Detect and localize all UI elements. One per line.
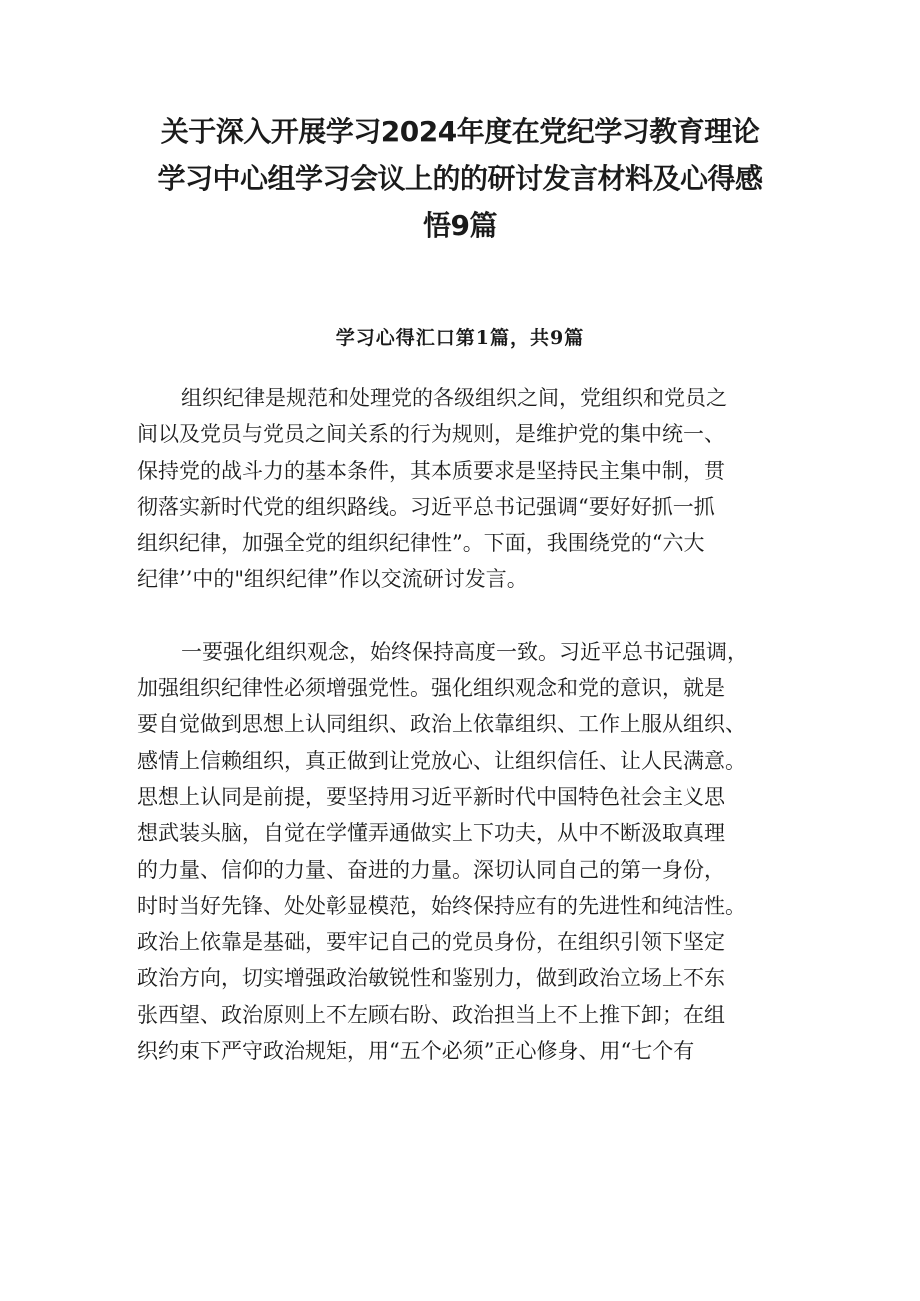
paragraph-line: 的力量、信仰的力量、奋进的力量。深切认同自己的第一身份，: [137, 857, 725, 882]
paragraph-line: 加强组织纪律性必须增强党性。强化组织观念和党的意识，就是: [137, 676, 725, 701]
paragraph-line: 纪律’’中的"组织纪律”作以交流研讨发言。: [137, 567, 528, 592]
document-subtitle: 学习心得汇口第1篇，共9篇: [335, 327, 585, 349]
title-line: 关于深入开展学习2024年度在党纪学习教育理论: [160, 115, 760, 148]
paragraph-line: 张西望、政治原则上不左顾右盼、政治担当上不上推下卸；在组: [137, 1002, 725, 1027]
paragraph-line: 要自觉做到思想上认同组织、政治上依靠组织、工作上服从组织、: [137, 712, 746, 737]
paragraph-line: 感情上信赖组织，真正做到让党放心、让组织信任、让人民满意。: [137, 748, 746, 773]
paragraph-line: 想武装头脑，自觉在学懂弄通做实上下功夫，从中不断汲取真理: [137, 821, 725, 846]
paragraph-line: 组织纪律是规范和处理党的各级组织之间，党组织和党员之: [181, 386, 727, 410]
paragraph-line: 彻落实新时代党的组织路线。习近平总书记强调“要好好抓一抓: [137, 494, 715, 519]
paragraph-line: 思想上认同是前提，要坚持用习近平新时代中国特色社会主义思: [137, 784, 725, 809]
title-line: 悟9篇: [423, 209, 497, 242]
paragraph-line: 政治上依靠是基础，要牢记自己的党员身份，在组织引领下坚定: [137, 930, 725, 955]
document-title: [120, 108, 800, 249]
paragraph-line: 时时当好先锋、处处彰显模范，始终保持应有的先进性和纯洁性。: [137, 893, 746, 918]
document-body: [137, 380, 807, 1069]
paragraph: [137, 634, 807, 1070]
paragraph-line: 间以及党员与党员之间关系的行为规则，是维护党的集中统一、: [137, 422, 725, 447]
paragraph-line: 政治方向，切实增强政治敏锐性和鉴别力，做到政治立场上不东: [137, 966, 725, 991]
paragraph-line: 一要强化组织观念，始终保持高度一致。习近平总书记强调，: [181, 639, 748, 664]
paragraph-line: 织约束下严守政治规矩，用“五个必须”正心修身、用“七个有: [137, 1039, 695, 1064]
paragraph-line: 保持党的战斗力的基本条件，其本质要求是坚持民主集中制，贯: [137, 458, 725, 483]
title-line: 学习中心组学习会议上的的研讨发言材料及心得感: [157, 162, 763, 195]
paragraph: [137, 380, 807, 598]
paragraph-line: 组织纪律，加强全党的组织纪律性”。下面，我围绕党的“六大: [137, 531, 705, 556]
